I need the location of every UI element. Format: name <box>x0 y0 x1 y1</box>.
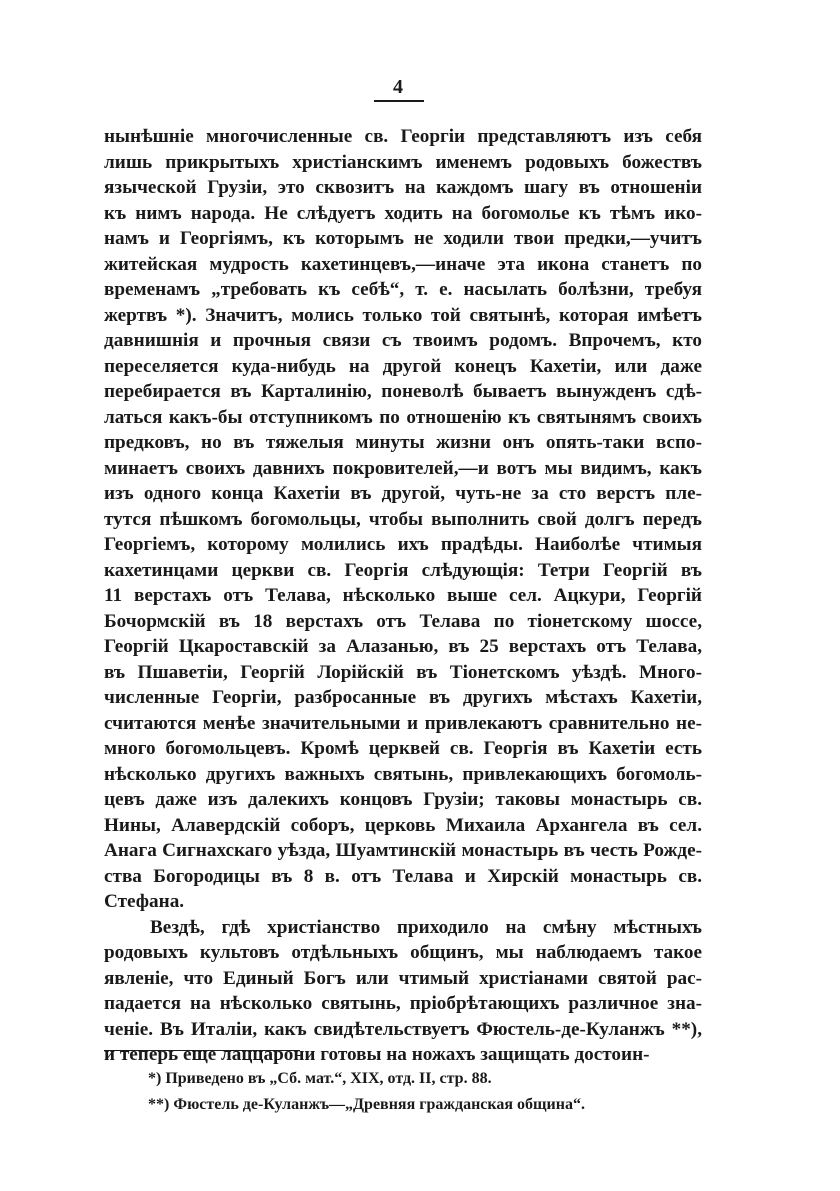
text-line: много богомольцевъ. Кромѣ церквей св. Георгія въ Кахетіи есть <box>104 738 702 759</box>
text-line: кахетинцами церкви св. Георгія слѣдующія: Тетри Георгій въ <box>104 559 702 581</box>
text-line: родовыхъ культовъ отдѣльныхъ общинъ, мы наблюдаемъ такое <box>104 942 702 963</box>
text-line: Георгій Цкароставскій за Алазанью, въ 25 верстахъ отъ Телава, <box>104 636 702 657</box>
footnote: *) Приведено въ „Сб. мат.“, XIX, отд. II, стр. 88. <box>148 1070 492 1087</box>
text-line: жертвъ *). Значитъ, молись только той святынѣ, которая имѣетъ <box>104 304 702 326</box>
text-line: цевъ даже изъ далекихъ концовъ Грузіи; таковы монастырь св. <box>104 789 702 810</box>
footnotes <box>148 1066 708 1118</box>
text-line: считаются менѣе значительными и привлекаютъ сравнительно не- <box>104 712 702 734</box>
text-line: намъ и Георгіямъ, къ которымъ не ходили твои предки,—учитъ <box>104 228 702 249</box>
text-line: нынѣшніе многочисленные св. Георгіи представляютъ изъ себя <box>104 126 702 147</box>
text-line: минаетъ своихъ давнихъ покровителей,—и вотъ мы видимъ, какъ <box>104 457 702 479</box>
text-line: языческой Грузіи, это сквозитъ на каждомъ шагу въ отношеніи <box>104 177 702 198</box>
text-line: изъ одного конца Кахетіи въ другой, чуть-не за сто верстъ пле- <box>104 483 702 504</box>
page-number-underline <box>374 100 424 102</box>
text-line: временамъ „требовать къ себѣ“, т. е. насылать болѣзни, требуя <box>104 279 702 300</box>
text-line: Анага Сигнахскаго уѣзда, Шуамтинскій монастырь въ честь Рожде- <box>104 840 702 861</box>
text-line: ства Богородицы въ 8 в. отъ Телава и Хирскій монастырь св. <box>104 865 702 887</box>
text-line: давнишнія и прочныя связи съ твоимъ родомъ. Впрочемъ, кто <box>104 330 702 351</box>
text-line: Стефана. <box>104 891 185 912</box>
body-text <box>104 124 702 1068</box>
page-number: 4 <box>393 76 403 98</box>
text-line: латься какъ-бы отступникомъ по отношенію къ святынямъ своихъ <box>104 406 702 428</box>
text-line: численные Георгіи, разбросанные въ другихъ мѣстахъ Кахетіи, <box>104 687 702 708</box>
text-line: предковъ, но въ тяжелыя минуты жизни онъ опять-таки вспо- <box>104 432 702 453</box>
text-line: житейская мудрость кахетинцевъ,—иначе эта икона станетъ по <box>104 253 702 275</box>
text-line: явленіе, что Единый Богъ или чтимый христіанами святой рас- <box>104 967 702 989</box>
text-line: 11 верстахъ отъ Телава, нѣсколько выше сел. Ацкури, Георгій <box>104 585 702 606</box>
text-line: тутся пѣшкомъ богомольцы, чтобы выполнить свой долгъ передъ <box>104 508 702 530</box>
text-line: нѣсколько другихъ важныхъ святынь, привлекающихъ богомоль- <box>104 763 702 785</box>
text-line: ченіе. Въ Италіи, какъ свидѣтельствуетъ Фюстель-де-Куланжъ **), <box>104 1018 702 1040</box>
text-line: въ Пшаветіи, Георгій Лорійскій въ Тіонетскомъ уѣздѣ. Много- <box>104 661 702 683</box>
footnote: **) Фюстель де-Куланжъ—„Древняя гражданская община“. <box>148 1096 585 1113</box>
text-line: Нины, Алавердскій соборъ, церковь Михаила Архангела въ сел. <box>104 814 702 836</box>
text-line: перебирается въ Карталинію, поневолѣ бываетъ вынужденъ сдѣ- <box>104 381 702 402</box>
text-line: переселяется куда-нибудь на другой конецъ Кахетіи, или даже <box>104 355 702 377</box>
text-line: Вездѣ, гдѣ христіанство приходило на смѣну мѣстныхъ <box>150 916 702 938</box>
footnote-divider <box>104 1050 300 1051</box>
text-line: Бочормскій въ 18 верстахъ отъ Телава по тіонетскому шоссе, <box>104 610 702 632</box>
text-line: лишь прикрытыхъ христіанскимъ именемъ родовыхъ божествъ <box>104 151 702 173</box>
text-line: Георгіемъ, которому молились ихъ прадѣды. Наиболѣе чтимыя <box>104 534 702 555</box>
text-line: къ нимъ народа. Не слѣдуетъ ходить на богомолье къ тѣмъ ико- <box>104 202 702 224</box>
text-line: и теперь еще лаццарони готовы на ножахъ защищать достоин- <box>104 1044 650 1065</box>
text-line: падается на нѣсколько святынь, пріобрѣтающихъ различное зна- <box>104 993 702 1014</box>
